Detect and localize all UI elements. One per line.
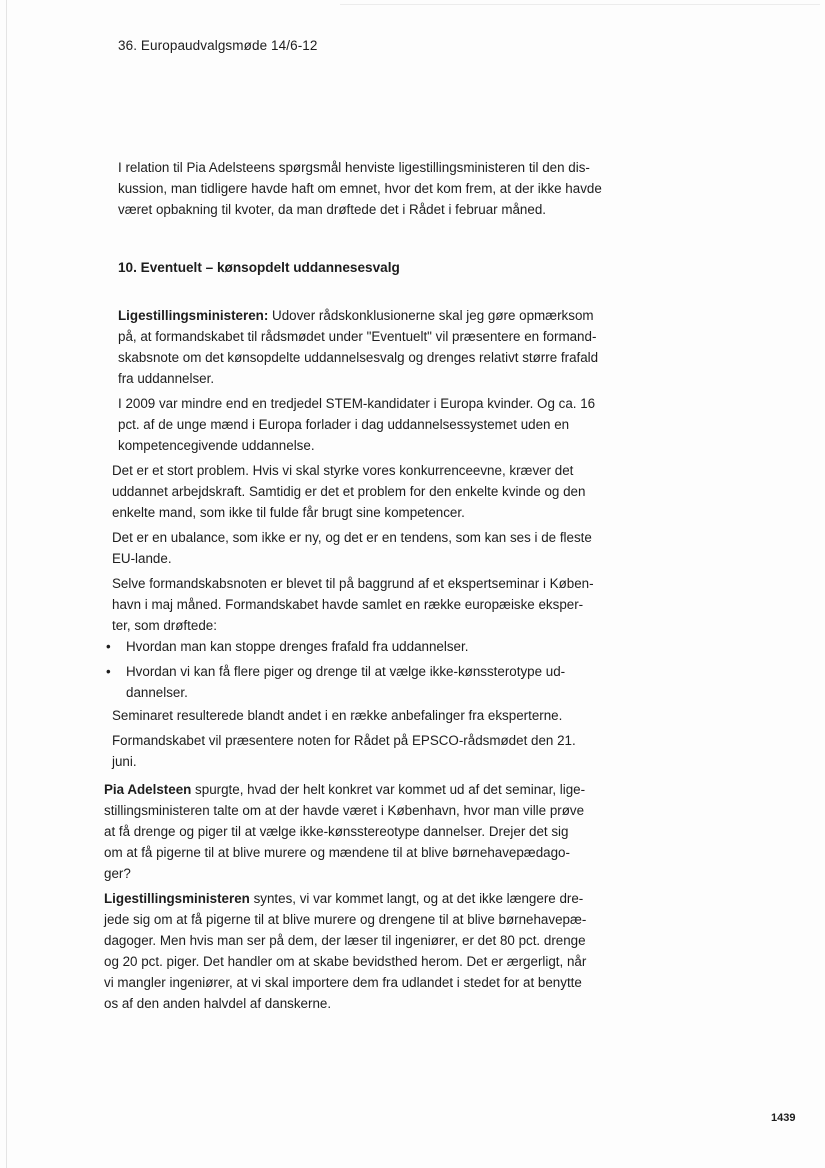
text-line: enkelte mand, som ikke til fulde får brugt sine kompetencer. <box>112 505 465 520</box>
minister-paragraph-2 <box>112 393 602 456</box>
text-line: I 2009 var mindre end en tredjedel STEM-kandidater i Europa kvinder. Og ca. 16 <box>118 396 596 411</box>
bullet-list <box>106 636 602 703</box>
question-paragraph <box>104 779 594 884</box>
intro-paragraph <box>118 157 608 220</box>
minister-paragraph-5 <box>112 573 602 636</box>
bullet-text: Hvordan man kan stoppe drenges frafald fra uddannelser. <box>126 639 469 654</box>
text-line: jede sig om at få pigerne til at blive murere og drengene til at blive børnehavepæ- <box>104 912 587 927</box>
text-line: syntes, vi var kommet langt, og at det ikke længere dre- <box>249 891 584 906</box>
intro-line: I relation til Pia Adelsteens spørgsmål henviste ligestillingsministeren til den dis- <box>118 160 590 175</box>
text-line: spurgte, hvad der helt konkret var kommet ud af det seminar, lige- <box>191 782 586 797</box>
text-line: stillingsministeren talte om at der havde været i København, hvor man ville prøve <box>104 803 585 818</box>
text-line: Seminaret resulterede blandt andet i en række anbefalinger fra eksperterne. <box>112 708 563 723</box>
text-line: at få drenge og piger til at vælge ikke-kønsstereotype dannelser. Drejer det sig <box>104 824 569 839</box>
text-line: fra uddannelser. <box>118 371 215 386</box>
text-line: uddannet arbejdskraft. Samtidig er det et problem for den enkelte kvinde og den <box>112 484 586 499</box>
page-number: 1439 <box>771 1112 796 1124</box>
bullet-text: Hvordan vi kan få flere piger og drenge til at vælge ikke-kønssterotype ud- <box>126 664 566 679</box>
scan-edge-top <box>340 4 820 5</box>
text-line: os af den anden halvdel af danskerne. <box>104 996 332 1011</box>
text-line: om at få pigerne til at blive murere og mændene til at blive børnehavepædago- <box>104 845 570 860</box>
text-line: juni. <box>112 754 137 769</box>
bullet-dot: • <box>106 639 111 654</box>
intro-line: været opbakning til kvoter, da man drøftede det i Rådet i februar måned. <box>118 202 546 217</box>
scan-edge-left <box>6 0 7 1168</box>
question-answer <box>104 779 594 1014</box>
text-line: kompetencegivende uddannelse. <box>118 438 315 453</box>
page-header: 36. Europaudvalgsmøde 14/6-12 <box>118 38 318 53</box>
minister-paragraph-4 <box>112 527 602 569</box>
text-line: ter, som drøftede: <box>112 618 217 633</box>
answer-paragraph <box>104 888 594 1014</box>
text-line: på, at formandskabet til rådsmødet under "Eventuelt" vil præsentere en formand- <box>118 329 597 344</box>
intro-line: kussion, man tidligere havde haft om emnet, hvor det kom frem, at der ikke havde <box>118 181 602 196</box>
minister-paragraph-6 <box>112 705 602 726</box>
text-line: EU-lande. <box>112 551 172 566</box>
section-heading: 10. Eventuelt – kønsopdelt uddannesesvalg <box>118 260 400 275</box>
text-line: vi mangler ingeniører, at vi skal importere dem fra udlandet i stedet for at benytte <box>104 975 582 990</box>
text-line: Formandskabet vil præsentere noten for Rådet på EPSCO-rådsmødet den 21. <box>112 733 576 748</box>
speaker-name: Pia Adelsteen <box>104 782 192 797</box>
minister-paragraph-7 <box>112 730 602 772</box>
text-line: ger? <box>104 866 131 881</box>
speaker-name: Ligestillingsministeren <box>104 891 250 906</box>
bullet-dot: • <box>106 664 111 679</box>
minister-statement <box>106 305 602 772</box>
minister-paragraph-3 <box>112 460 602 523</box>
text-line: Selve formandskabsnoten er blevet til på baggrund af et ekspertseminar i Køben- <box>112 576 594 591</box>
text-line: pct. af de unge mænd i Europa forlader i dag uddannelsessystemet uden en <box>118 417 570 432</box>
text-line: og 20 pct. piger. Det handler om at skabe bevidsthed herom. Det er ærgerligt, når <box>104 954 587 969</box>
text-line: Det er et stort problem. Hvis vi skal styrke vores konkurrenceevne, kræver det <box>112 463 574 478</box>
bullet-item <box>106 636 602 657</box>
text-line: havn i maj måned. Formandskabet havde samlet en række europæiske eksper- <box>112 597 584 612</box>
minister-paragraph-1 <box>112 305 602 389</box>
text-line: skabsnote om det kønsopdelte uddannelsesvalg og drenges relativt større frafald <box>118 350 599 365</box>
bullet-item <box>106 661 602 703</box>
text-line: Udover rådskonklusionerne skal jeg gøre opmærksom <box>268 308 594 323</box>
text-line: Det er en ubalance, som ikke er ny, og det er en tendens, som kan ses i de fleste <box>112 530 592 545</box>
bullet-text: dannelser. <box>126 685 188 700</box>
speaker-name: Ligestillingsministeren: <box>118 308 269 323</box>
text-line: dagoger. Men hvis man ser på dem, der læser til ingeniører, er det 80 pct. drenge <box>104 933 586 948</box>
